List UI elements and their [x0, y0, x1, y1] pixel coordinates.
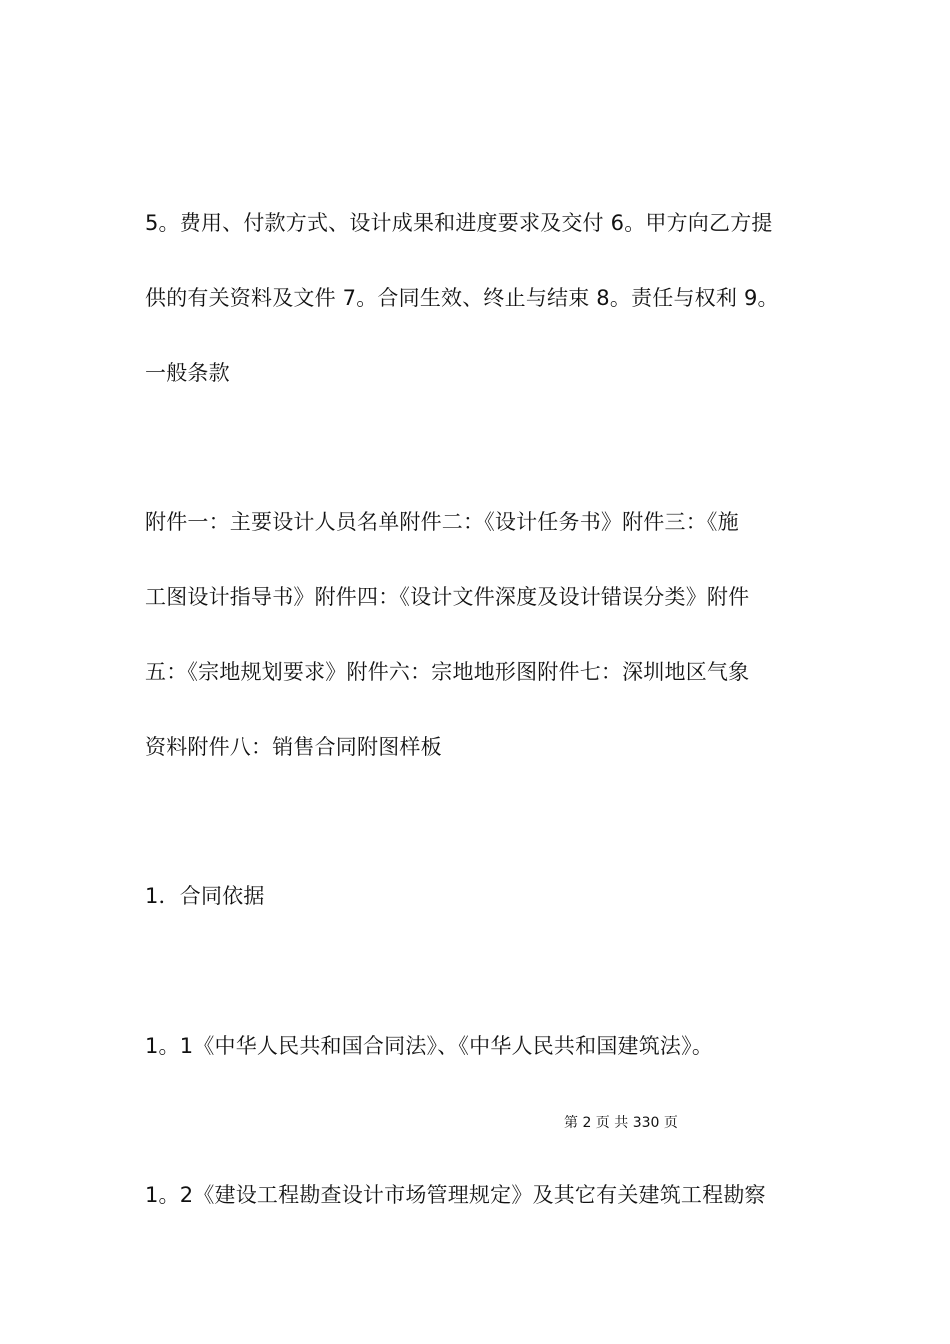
page-footer: 第 2 页 共 330 页: [564, 1115, 678, 1131]
clause-1-1: 1。1《中华人民共和国合同法》、《中华人民共和国建筑法》。: [145, 1034, 714, 1058]
annex-line-1: 附件一：主要设计人员名单附件二：《设计任务书》附件三：《施: [145, 510, 739, 534]
toc-line-3: 一般条款: [145, 361, 230, 385]
toc-line-1: 5。费用、付款方式、设计成果和进度要求及交付 6。甲方向乙方提: [145, 211, 773, 235]
clause-1-2: 1。2《建设工程勘查设计市场管理规定》及其它有关建筑工程勘察: [145, 1183, 766, 1207]
annex-line-3: 五：《宗地规划要求》附件六：宗地地形图附件七：深圳地区气象: [145, 660, 750, 684]
annex-line-2: 工图设计指导书》附件四：《设计文件深度及设计错误分类》附件: [145, 585, 750, 609]
toc-line-2: 供的有关资料及文件 7。合同生效、终止与结束 8。责任与权利 9。: [145, 286, 779, 310]
section-heading: 1．合同依据: [145, 884, 265, 908]
annex-line-4: 资料附件八：销售合同附图样板: [145, 735, 442, 759]
